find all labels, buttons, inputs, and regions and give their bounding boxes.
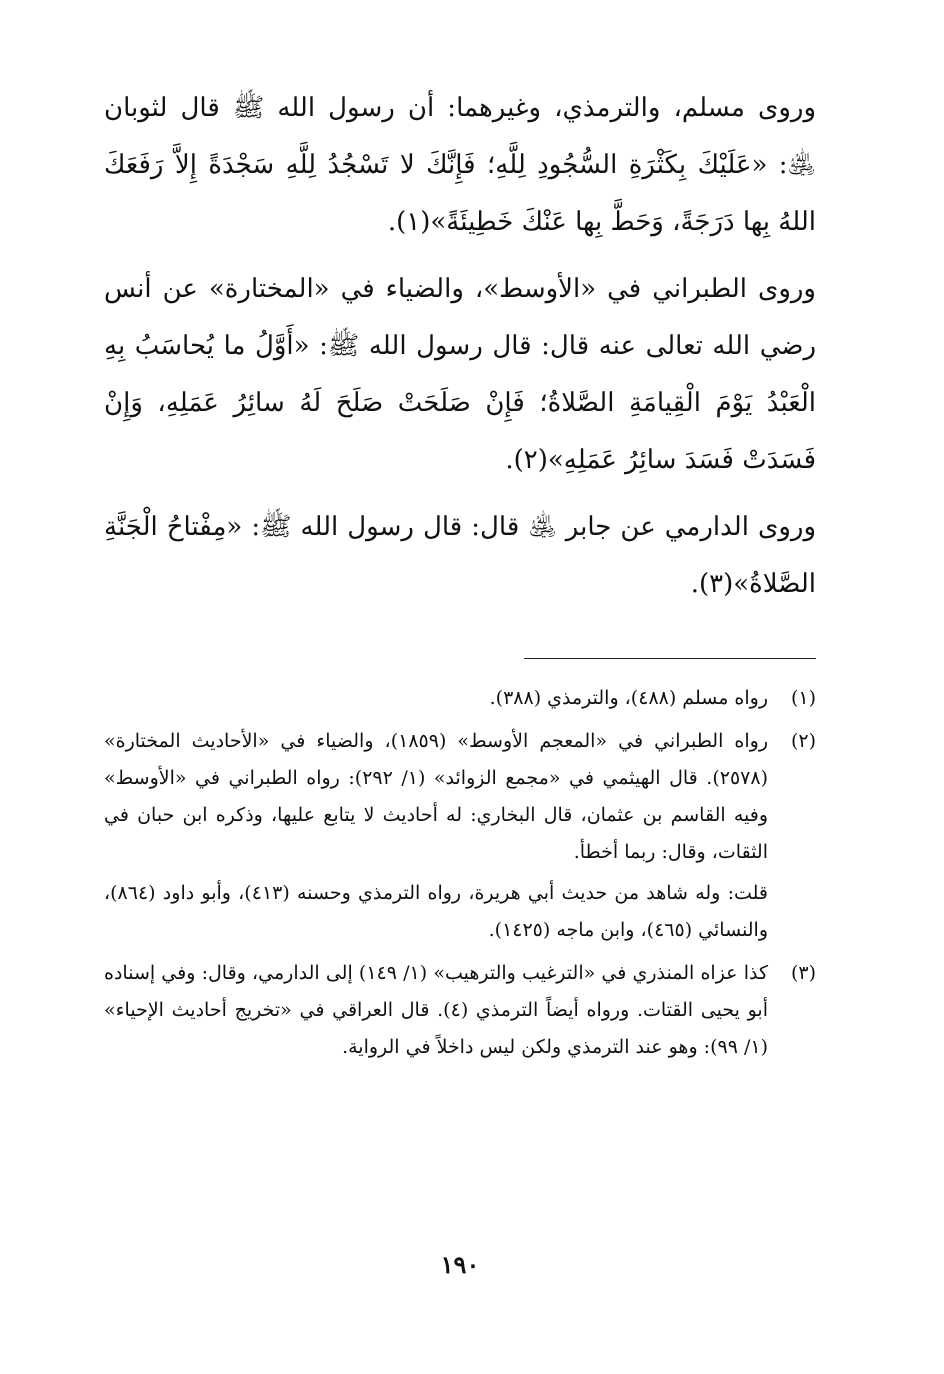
footnote-text: رواه الطبراني في «المعجم الأوسط» (١٨٥٩)، والضياء في «الأحاديث المختارة» (٢٥٧٨). قال الهيثمي في «مجمع الزوائد» (١/ ٢٩٢): رواه الطبراني في «الأوسط» وفيه القاسم بن عثمان، قال البخاري: له أحاديث لا يتابع عليها، وذكره ابن حبان في الثقات، وقال: ربما أخطأ. xyxy=(104,730,768,863)
footnote-divider xyxy=(524,658,816,659)
footnote-body xyxy=(104,955,768,1066)
main-text xyxy=(104,80,816,613)
footnote-text: رواه مسلم (٤٨٨)، والترمذي (٣٨٨). xyxy=(489,687,768,709)
footnote-body xyxy=(104,680,768,717)
footnote-3 xyxy=(104,955,816,1066)
footnote-2 xyxy=(104,723,816,949)
footnote-number: (٣) xyxy=(790,962,816,984)
footnote-number: (٢) xyxy=(790,730,816,752)
footnotes xyxy=(104,680,816,1072)
paragraph-3: وروى الدارمي عن جابر ﵁ قال: قال رسول الله ﷺ: «مِفْتاحُ الْجَنَّةِ الصَّلاةُ»(٣). xyxy=(104,512,816,599)
footnote-1 xyxy=(104,680,816,717)
footnote-number: (١) xyxy=(790,687,816,709)
paragraph-1: وروى مسلم، والترمذي، وغيرهما: أن رسول الله ﷺ قال لثوبان ﵁: «عَلَيْكَ بِكَثْرَةِ السُّجُودِ لِلَّهِ؛ فَإِنَّكَ لا تَسْجُدُ لِلَّهِ سَجْدَةً إِلاَّ رَفَعَكَ اللهُ بِها دَرَجَةً، وَحَطَّ بِها عَنْكَ خَطِيئَةً»(١). xyxy=(104,93,816,237)
book-page xyxy=(104,80,816,1300)
footnote-text: كذا عزاه المنذري في «الترغيب والترهيب» (١/ ١٤٩) إلى الدارمي، وقال: وفي إسناده أبو يحيى القتات. ورواه أيضاً الترمذي (٤). قال العراقي في «تخريج أحاديث الإحياء» (١/ ٩٩): وهو عند الترمذي ولكن ليس داخلاً في الرواية. xyxy=(104,962,769,1058)
footnote-text: قلت: وله شاهد من حديث أبي هريرة، رواه الترمذي وحسنه (٤١٣)، وأبو داود (٨٦٤)، والنسائي (٤٦٥)، وابن ماجه (١٤٢٥). xyxy=(104,882,769,941)
page-number: ١٩٠ xyxy=(440,1250,480,1279)
footnote-body xyxy=(104,723,768,949)
paragraph-2: وروى الطبراني في «الأوسط»، والضياء في «المختارة» عن أنس رضي الله تعالى عنه قال: قال رسول الله ﷺ: «أَوَّلُ ما يُحاسَبُ بِهِ الْعَبْدُ يَوْمَ الْقِيامَةِ الصَّلاةُ؛ فَإِنْ صَلَحَتْ صَلَحَ لَهُ سائِرُ عَمَلِهِ، وَإِنْ فَسَدَتْ فَسَدَ سائِرُ عَمَلِهِ»(٢). xyxy=(104,274,816,475)
